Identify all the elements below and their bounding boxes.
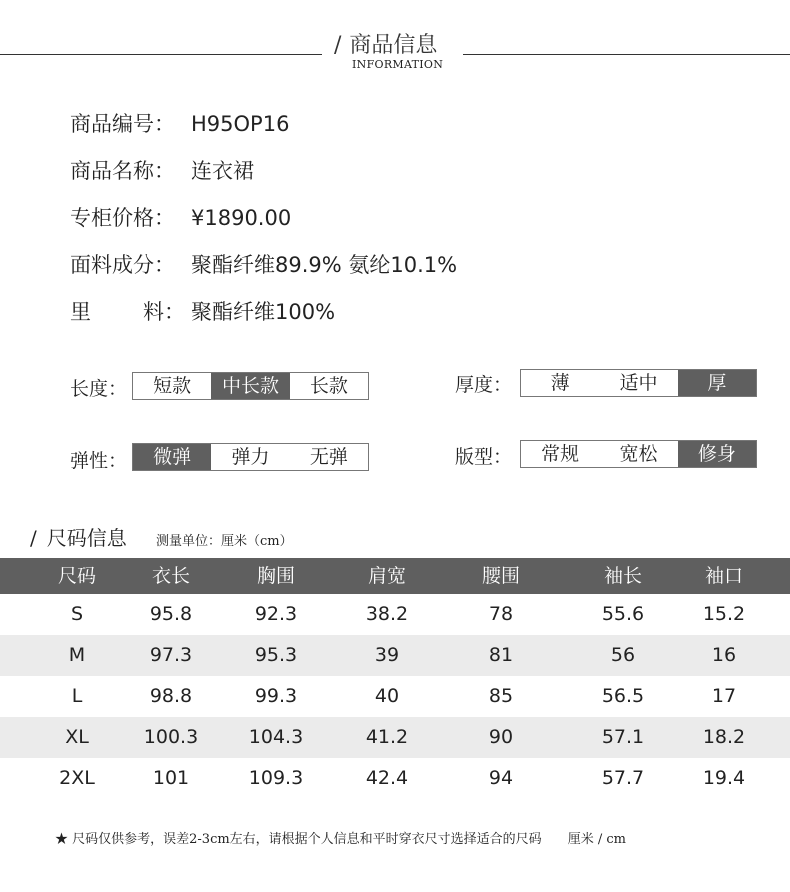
cell-waist: 85: [488, 685, 514, 707]
size-title-text: 尺码信息: [46, 526, 127, 550]
thickness-option-medium[interactable]: 适中: [619, 372, 658, 394]
product-price-row: [70, 202, 291, 232]
thickness-label: 厚度：: [455, 374, 513, 396]
cell-cuff: 18.2: [702, 726, 746, 748]
length-selector: [132, 372, 369, 400]
product-code-row: [70, 108, 289, 138]
footnote-unit: 厘米 / cm: [567, 832, 626, 847]
size-footnote: [55, 828, 626, 847]
cell-shoulder: 42.4: [365, 767, 409, 789]
cell-bust: 109.3: [248, 767, 304, 789]
table-row: [0, 676, 790, 717]
header-rule-right: [463, 54, 790, 55]
cell-waist: 78: [488, 603, 514, 625]
length-option-short[interactable]: 短款: [153, 375, 192, 397]
col-header-shoulder: 肩宽: [367, 565, 407, 587]
cell-sleeve: 57.7: [601, 767, 645, 789]
header-rule-left: [0, 54, 322, 55]
size-table: [0, 558, 790, 799]
col-header-cuff: 袖口: [704, 565, 744, 587]
cell-size: M: [68, 644, 86, 666]
cell-cuff: 15.2: [702, 603, 746, 625]
product-code-value: H95OP16: [191, 112, 290, 136]
cell-sleeve: 57.1: [601, 726, 645, 748]
cell-length: 98.8: [149, 685, 193, 707]
product-name-label: 商品名称：: [70, 159, 175, 183]
col-header-length: 衣长: [151, 565, 191, 587]
product-price-value: ¥1890.00: [191, 206, 292, 230]
cell-bust: 99.3: [254, 685, 298, 707]
product-code-label: 商品编号：: [70, 112, 175, 136]
cell-cuff: 19.4: [702, 767, 746, 789]
lining-label-a: 里: [70, 300, 91, 324]
elasticity-option-stretch[interactable]: 弹力: [231, 446, 270, 468]
col-header-size: 尺码: [57, 565, 97, 587]
cell-bust: 92.3: [254, 603, 298, 625]
elasticity-option-slight[interactable]: 微弹: [133, 444, 211, 470]
fit-label: 版型：: [455, 446, 513, 468]
cell-size: L: [71, 685, 83, 707]
elasticity-selector: [132, 443, 369, 471]
length-option-long[interactable]: 长款: [309, 375, 348, 397]
fit-option-slim[interactable]: 修身: [678, 441, 756, 467]
fit-selector: [520, 440, 757, 468]
cell-size: 2XL: [59, 767, 95, 789]
cell-size: S: [70, 603, 84, 625]
cell-length: 97.3: [149, 644, 193, 666]
fit-option-loose[interactable]: 宽松: [619, 443, 658, 465]
section-title-info: [334, 28, 437, 59]
cell-length: 100.3: [143, 726, 199, 748]
fit-option-regular[interactable]: 常规: [541, 443, 580, 465]
lining-row: [70, 296, 335, 326]
table-row: [0, 717, 790, 758]
cell-waist: 94: [488, 767, 514, 789]
size-table-header: [0, 558, 790, 594]
table-row: [0, 635, 790, 676]
size-unit-note: 测量单位：厘米（cm）: [156, 534, 293, 549]
table-row: [0, 758, 790, 799]
cell-shoulder: 40: [374, 685, 400, 707]
cell-sleeve: 56: [610, 644, 636, 666]
cell-bust: 95.3: [254, 644, 298, 666]
cell-cuff: 17: [711, 685, 737, 707]
product-name-row: [70, 155, 254, 185]
footnote-text: ★ 尺码仅供参考，误差2-3cm左右，请根据个人信息和平时穿衣尺寸选择适合的尺码: [55, 832, 542, 847]
product-price-label: 专柜价格：: [70, 206, 175, 230]
col-header-waist: 腰围: [481, 565, 521, 587]
cell-length: 101: [152, 767, 190, 789]
elasticity-label: 弹性：: [70, 450, 128, 472]
fabric-label: 面料成分：: [70, 253, 175, 277]
thickness-selector: [520, 369, 757, 397]
lining-value: 聚酯纤维100%: [191, 300, 336, 324]
cell-bust: 104.3: [248, 726, 304, 748]
cell-cuff: 16: [711, 644, 737, 666]
cell-sleeve: 56.5: [601, 685, 645, 707]
thickness-option-thin[interactable]: 薄: [550, 372, 570, 394]
page-subtitle: INFORMATION: [352, 58, 444, 71]
thickness-option-thick[interactable]: 厚: [678, 370, 756, 396]
table-row: [0, 594, 790, 635]
section-title-size: [30, 522, 127, 551]
fabric-row: [70, 249, 457, 279]
length-option-midi[interactable]: 中长款: [211, 373, 289, 399]
length-label: 长度：: [70, 378, 128, 400]
page-title: 商品信息: [349, 33, 438, 58]
product-name-value: 连衣裙: [191, 159, 254, 183]
elasticity-option-none[interactable]: 无弹: [309, 446, 348, 468]
cell-waist: 81: [488, 644, 514, 666]
lining-label-b: 料：: [143, 300, 185, 324]
cell-size: XL: [65, 726, 89, 748]
title-slash: /: [334, 33, 342, 58]
cell-shoulder: 41.2: [365, 726, 409, 748]
col-header-sleeve: 袖长: [603, 565, 643, 587]
cell-length: 95.8: [149, 603, 193, 625]
cell-shoulder: 39: [374, 644, 400, 666]
fabric-value: 聚酯纤维89.9% 氨纶10.1%: [191, 253, 458, 277]
cell-shoulder: 38.2: [365, 603, 409, 625]
col-header-bust: 胸围: [256, 565, 296, 587]
cell-sleeve: 55.6: [601, 603, 645, 625]
cell-waist: 90: [488, 726, 514, 748]
size-title-slash: /: [30, 526, 37, 550]
